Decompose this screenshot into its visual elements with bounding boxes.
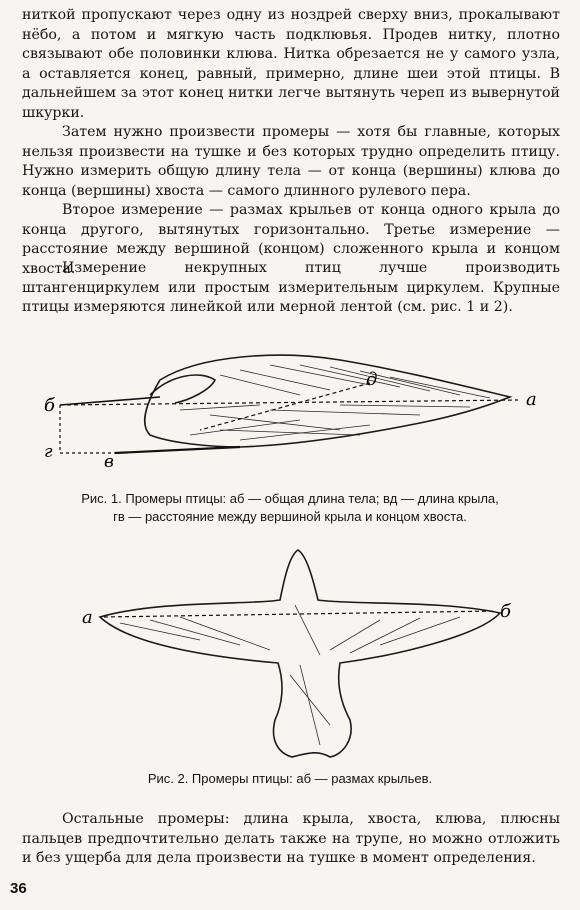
- figure-1-label-v: в: [104, 452, 114, 472]
- wingspan-line: [104, 611, 496, 617]
- measurement-lines: [60, 383, 518, 453]
- figure-2-label-a: а: [82, 607, 93, 628]
- paragraph-instruments: Измерение некрупных птиц лучше производить штангенциркулем или простым измерительным циркулем. Крупные птицы измеряются линейкой или мерной лентой (см. рис. 1 и 2).: [22, 260, 560, 315]
- figure-1-label-a: а: [526, 389, 537, 410]
- figure-1-label-b: б: [44, 395, 55, 416]
- wing-hatching: [120, 605, 460, 745]
- bird-silhouette-outline: [100, 550, 500, 757]
- figure-1-caption-line-1: Рис. 1. Промеры птицы: аб — общая длина тела; вд — длина крыла,: [81, 491, 499, 506]
- paragraph-wingspan: Второе измерение — размах крыльев от конца одного крыла до конца другого, вытянутых горизонтально. Третье измерение — расстояние между вершиной (концом) сложенного крыла и концом хвоста.: [22, 202, 560, 277]
- figure-2-bird-wingspan: [80, 545, 520, 765]
- figure-1-label-g: г: [44, 442, 53, 462]
- figure-1-bird-side-view: [40, 335, 560, 475]
- figure-1-label-d: д: [366, 369, 378, 390]
- figure-1-caption-line-2: гв — расстояние между вершиной крыла и концом хвоста.: [113, 509, 467, 524]
- page-number: 36: [10, 880, 27, 897]
- figure-2-caption: Рис. 2. Промеры птицы: аб — размах крыльев.: [147, 771, 433, 786]
- figure-2-label-b: б: [500, 601, 511, 622]
- paragraph-measurements-intro: Затем нужно произвести промеры — хотя бы главные, которых нельзя произвести на тушке и без которых трудно определить птицу. Нужно измерить общую длину тела — от конца (вершины) клюва до конца (вершины) хвоста — самого длинного рулевого пера.: [22, 124, 560, 199]
- paragraph-other-measurements: Остальные промеры: длина крыла, хвоста, клюва, плюсны пальцев предпочтительно делать также на трупе, но можно отложить и без ущерба для дела произвести на тушке в момент определения.: [22, 811, 560, 866]
- paragraph-continuation: ниткой пропускают через одну из ноздрей сверху вниз, прокалывают нёбо, а потом и мягкую часть подклювья. Продев нитку, плотно связывают обе половинки клюва. Нитка обрезается не у самого узла, а оставляется конец, равный, примерно, длине шеи этой птицы. В дальнейшем за этот конец нитки легче вытянуть череп из вывернутой шкурки.: [22, 7, 560, 121]
